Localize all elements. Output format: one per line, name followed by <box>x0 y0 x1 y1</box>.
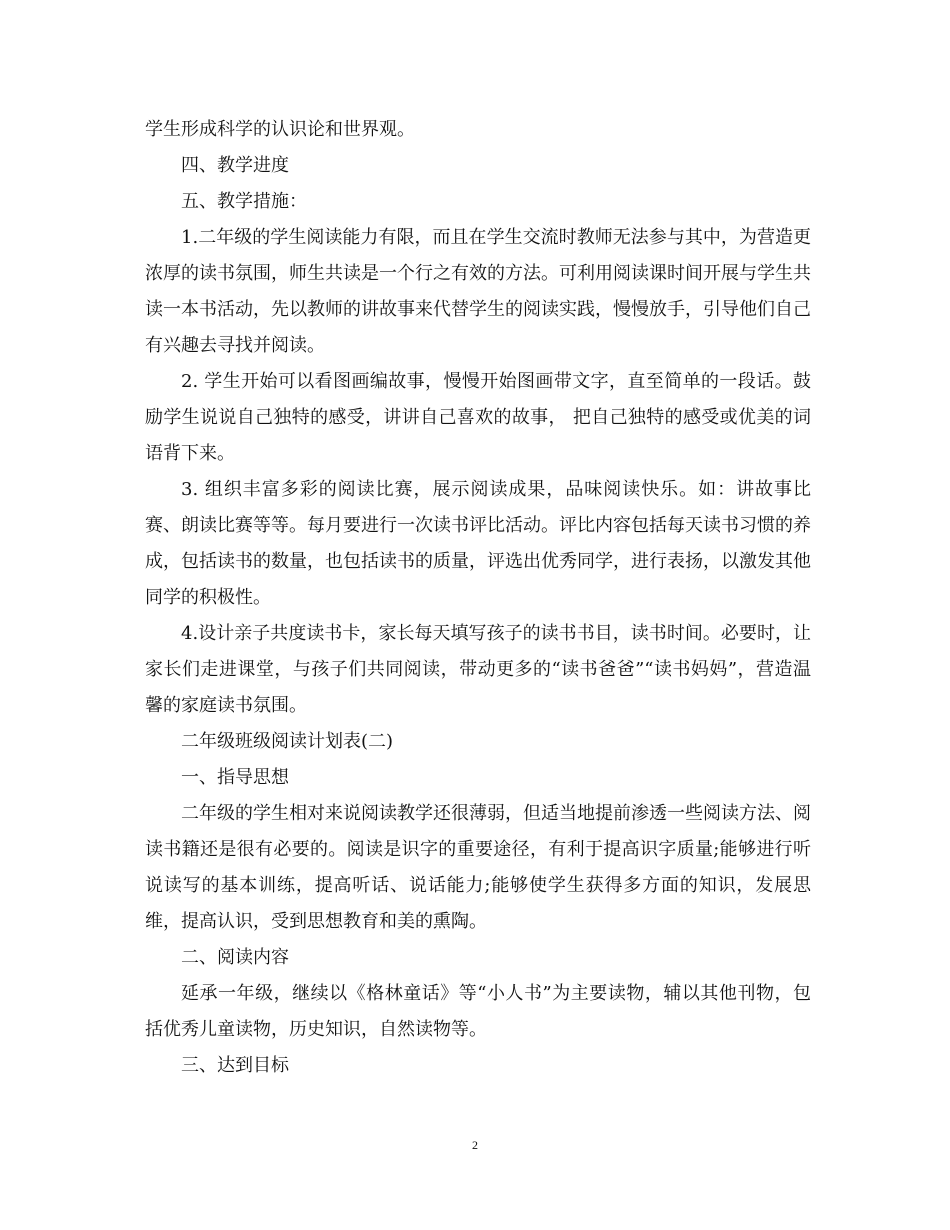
paragraph: 二年级的学生相对来说阅读教学还很薄弱，但适当地提前渗透一些阅读方法、阅读书籍还是很有必要的。阅读是识字的重要途径，有利于提高识字质量;能够进行听说读写的基本训练，提高听话、说话能力;能够使学生获得多方面的知识，发展思维，提高认识，受到思想教育和美的熏陶。 <box>145 803 811 932</box>
page-number: 2 <box>472 1138 478 1152</box>
paragraph: 1.二年级的学生阅读能力有限，而且在学生交流时教师无法参与其中，为营造更浓厚的读书氛围，师生共读是一个行之有效的方法。可利用阅读课时间开展与学生共读一本书活动，先以教师的讲故事来代替学生的阅读实践，慢慢放手，引导他们自己有兴趣去寻找并阅读。 <box>145 227 811 356</box>
paragraph: 三、达到目标 <box>181 1055 289 1076</box>
paragraph: 2. 学生开始可以看图画编故事，慢慢开始图画带文字，直至简单的一段话。鼓励学生说说自己独特的感受，讲讲自己喜欢的故事， 把自己独特的感受或优美的词语背下来。 <box>145 371 811 464</box>
paragraph: 二年级班级阅读计划表(二) <box>181 731 394 752</box>
paragraph: 学生形成科学的认识论和世界观。 <box>145 119 415 140</box>
paragraph: 3. 组织丰富多彩的阅读比赛，展示阅读成果，品味阅读快乐。如：讲故事比赛、朗读比赛等等。每月要进行一次读书评比活动。评比内容包括每天读书习惯的养成，包括读书的数量，也包括读书的质量，评选出优秀同学，进行表扬，以激发其他同学的积极性。 <box>145 479 811 608</box>
paragraph: 4.设计亲子共度读书卡，家长每天填写孩子的读书书目，读书时间。必要时，让家长们走进课堂，与孩子们共同阅读，带动更多的“读书爸爸”“读书妈妈”，营造温馨的家庭读书氛围。 <box>145 623 811 716</box>
paragraph: 延承一年级，继续以《格林童话》等“小人书”为主要读物，辅以其他刊物，包括优秀儿童读物，历史知识，自然读物等。 <box>145 983 811 1040</box>
paragraph: 一、指导思想 <box>181 767 289 788</box>
paragraph: 四、教学进度 <box>181 155 289 176</box>
paragraph: 五、教学措施： <box>181 191 307 212</box>
document-body <box>145 112 811 1084</box>
paragraph: 二、阅读内容 <box>181 947 289 968</box>
